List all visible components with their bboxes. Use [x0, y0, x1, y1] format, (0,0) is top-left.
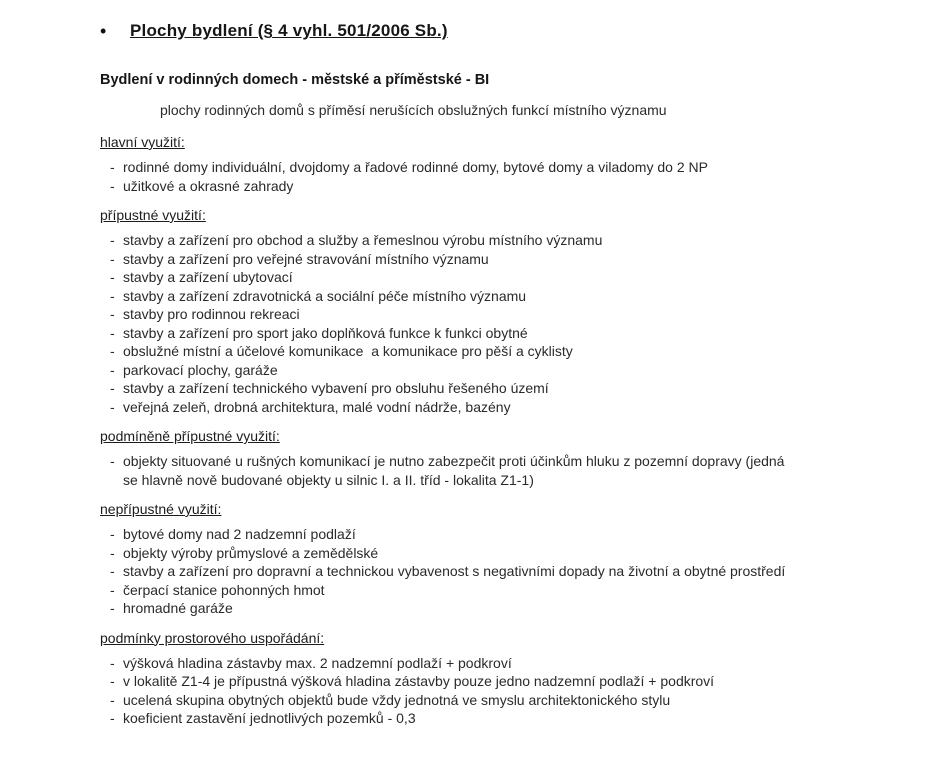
- zone-description: plochy rodinných domů s příměsí nerušících obslužných funkcí místního významu: [160, 102, 667, 118]
- list-item-text: parkovací plochy, garáže: [123, 361, 278, 378]
- section-item-list: [100, 654, 800, 728]
- list-item: [100, 379, 800, 398]
- list-item-text: koeficient zastavění jednotlivých pozemků - 0,3: [123, 710, 416, 726]
- section-item-list: [100, 158, 800, 195]
- dash-bullet: -: [110, 159, 115, 175]
- list-item-text: hromadné garáže: [123, 600, 233, 616]
- list-item: [100, 709, 800, 728]
- dash-bullet: -: [110, 600, 115, 616]
- section-heading: přípustné využití:: [100, 207, 206, 223]
- list-item-text: objekty výroby průmyslové a zemědělské: [123, 544, 379, 561]
- dash-bullet: -: [110, 544, 115, 561]
- list-item: [100, 250, 800, 269]
- list-item-text: čerpací stanice pohonných hmot: [123, 581, 325, 598]
- list-item: [100, 398, 800, 417]
- section-heading: nepřípustné využití:: [100, 501, 222, 517]
- document-section: [100, 133, 876, 195]
- list-item: [100, 581, 800, 600]
- document-section: [100, 427, 876, 489]
- list-item: [100, 268, 800, 287]
- dash-bullet: -: [110, 526, 115, 542]
- list-item-text: bytové domy nad 2 nadzemní podlaží: [123, 526, 356, 542]
- list-item: [100, 177, 800, 196]
- section-item-list: [100, 452, 800, 489]
- dash-bullet: -: [110, 269, 115, 285]
- list-item-text: výšková hladina zástavby max. 2 nadzemní podlaží + podkroví: [123, 654, 512, 671]
- dash-bullet: -: [110, 232, 115, 248]
- list-item-text: stavby pro rodinnou rekreaci: [123, 306, 300, 322]
- dash-bullet: -: [110, 324, 115, 341]
- list-item: [100, 305, 800, 324]
- dash-bullet: -: [110, 581, 115, 598]
- dash-bullet: -: [110, 563, 115, 579]
- list-item: [100, 342, 800, 361]
- list-item-text: stavby a zařízení ubytovací: [123, 269, 293, 285]
- list-item-text: stavby a zařízení pro dopravní a technickou vybavenost s negativními dopady na životní a obytné prostředí: [123, 563, 786, 579]
- zone-title: Bydlení v rodinných domech - městské a příměstské - BI: [100, 72, 490, 88]
- list-item: [100, 562, 800, 581]
- list-item: [100, 158, 800, 177]
- bullet-icon: •: [100, 21, 107, 41]
- list-item-text: stavby a zařízení zdravotnická a sociální péče místního významu: [123, 287, 527, 304]
- sections-container: [100, 133, 876, 728]
- dash-bullet: -: [110, 306, 115, 322]
- dash-bullet: -: [110, 710, 115, 726]
- list-item-text: veřejná zeleň, drobná architektura, malé vodní nádrže, bazény: [123, 398, 511, 415]
- document-section: [100, 629, 876, 728]
- section-item-list: [100, 525, 800, 618]
- document-title: Plochy bydlení (§ 4 vyhl. 501/2006 Sb.): [130, 21, 448, 40]
- dash-bullet: -: [110, 250, 115, 267]
- list-item-text: rodinné domy individuální, dvojdomy a řadové rodinné domy, bytové domy a viladomy do 2 NP: [123, 159, 708, 175]
- list-item: [100, 361, 800, 380]
- list-item-text: užitkové a okrasné zahrady: [123, 177, 294, 194]
- dash-bullet: -: [110, 380, 115, 396]
- document-section: [100, 500, 876, 618]
- section-heading: podmíněně přípustné využití:: [100, 428, 280, 444]
- dash-bullet: -: [110, 361, 115, 378]
- dash-bullet: -: [110, 453, 115, 469]
- list-item: [100, 691, 800, 710]
- dash-bullet: -: [110, 654, 115, 671]
- list-item: [100, 324, 800, 343]
- list-item: [100, 654, 800, 673]
- list-item-text: stavby a zařízení technického vybavení pro obsluhu řešeného území: [123, 380, 549, 396]
- document-title-row: [100, 20, 876, 42]
- list-item-text: stavby a zařízení pro sport jako doplňková funkce k funkci obytné: [123, 324, 528, 341]
- list-item-text: v lokalitě Z1-4 je přípustná výšková hladina zástavby pouze jedno nadzemní podlaží + podkroví: [123, 673, 715, 689]
- list-item-text: ucelená skupina obytných objektů bude vždy jednotná ve smyslu architektonického stylu: [123, 691, 671, 708]
- dash-bullet: -: [110, 177, 115, 194]
- list-item-text: stavby a zařízení pro obchod a služby a řemeslnou výrobu místního významu: [123, 232, 603, 248]
- list-item: [100, 599, 800, 618]
- dash-bullet: -: [110, 287, 115, 304]
- list-item-text: objekty situované u rušných komunikací je nutno zabezpečit proti účinkům hluku z pozemní dopravy (jedná se hlavně nově budované objekty u silnic I. a II. tříd - lokalita Z1-1): [123, 453, 789, 488]
- dash-bullet: -: [110, 398, 115, 415]
- list-item: [100, 525, 800, 544]
- dash-bullet: -: [110, 343, 115, 359]
- list-item: [100, 544, 800, 563]
- list-item: [100, 287, 800, 306]
- list-item: [100, 452, 800, 489]
- list-item-text: stavby a zařízení pro veřejné stravování místního významu: [123, 250, 489, 267]
- document-section: [100, 206, 876, 416]
- dash-bullet: -: [110, 691, 115, 708]
- section-heading: hlavní využití:: [100, 134, 185, 150]
- section-heading: podmínky prostorového uspořádání:: [100, 629, 325, 646]
- list-item: [100, 672, 800, 691]
- list-item: [100, 231, 800, 250]
- section-item-list: [100, 231, 800, 416]
- list-item-text: obslužné místní a účelové komunikace a komunikace pro pěší a cyklisty: [123, 343, 573, 359]
- dash-bullet: -: [110, 673, 115, 689]
